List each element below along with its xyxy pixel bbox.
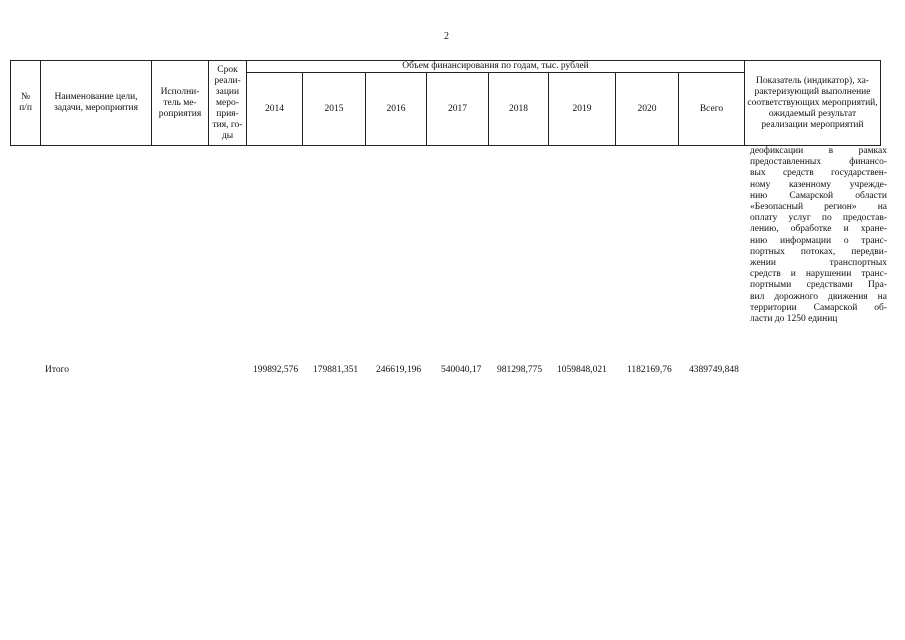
continuation-line: вил дорожного движения на — [750, 291, 887, 302]
indicator-continuation — [750, 146, 887, 325]
continuation-line: портными средствами Пра- — [750, 280, 887, 291]
col-header-name: Наименование цели, задачи, мероприятия — [41, 61, 152, 146]
continuation-line: вых средств государствен- — [750, 168, 887, 179]
col-header-indicator: Показатель (индикатор), ха-рактеризующий выполнение соответствующих мероприятий, ожидаемый результат реализации мероприятий — [745, 61, 881, 146]
header-table — [10, 60, 881, 146]
total-value-all: 4389749,848 — [689, 365, 739, 375]
col-header-year: 2015 — [303, 73, 366, 146]
col-header-year: 2017 — [427, 73, 489, 146]
col-header-year: 2014 — [247, 73, 303, 146]
col-header-number-text: № п/п — [19, 92, 32, 113]
continuation-line: ласти до 1250 единиц — [750, 314, 838, 325]
total-value-2020: 1182169,76 — [627, 365, 672, 375]
total-value-2015: 179881,351 — [313, 365, 359, 375]
total-value-2019: 1059848,021 — [557, 365, 607, 375]
total-value-2016: 246619,196 — [376, 365, 422, 375]
continuation-line: деофиксации в рамках — [750, 146, 887, 156]
continuation-line: средств и нарушении транс- — [750, 269, 887, 280]
continuation-line: территории Самарской об- — [750, 302, 887, 313]
continuation-line: портных потоках, передви- — [750, 246, 887, 257]
col-header-year: 2019 — [549, 73, 616, 146]
page-number: 2 — [444, 31, 449, 42]
continuation-line: лению, обработке и хране- — [750, 224, 887, 235]
continuation-line: «Безопасный регион» на — [750, 202, 887, 213]
col-header-year: 2018 — [489, 73, 549, 146]
continuation-line: предоставленных финансо- — [750, 157, 887, 168]
continuation-line: нию Самарской области — [750, 190, 887, 201]
total-value-2017: 540040,17 — [441, 365, 482, 375]
total-value-2018: 981298,775 — [497, 365, 543, 375]
continuation-line: нию информации о транс- — [750, 235, 887, 246]
continuation-line: ному казенному учрежде- — [750, 179, 887, 190]
col-header-term: Срок реали-зации меро-прия-тия, го-ды — [209, 61, 247, 146]
col-header-total: Всего — [679, 73, 745, 146]
continuation-line: оплату услуг по предостав- — [750, 213, 887, 224]
col-header-funding: Объем финансирования по годам, тыс. рублей — [247, 61, 745, 73]
col-header-executor: Исполни-тель ме-роприятия — [152, 61, 209, 146]
totals-label: Итого — [45, 365, 70, 375]
col-header-number — [11, 61, 41, 146]
total-value-2014: 199892,576 — [253, 365, 299, 375]
continuation-line: жении транспортных — [750, 258, 887, 269]
col-header-year: 2016 — [366, 73, 427, 146]
col-header-year: 2020 — [616, 73, 679, 146]
